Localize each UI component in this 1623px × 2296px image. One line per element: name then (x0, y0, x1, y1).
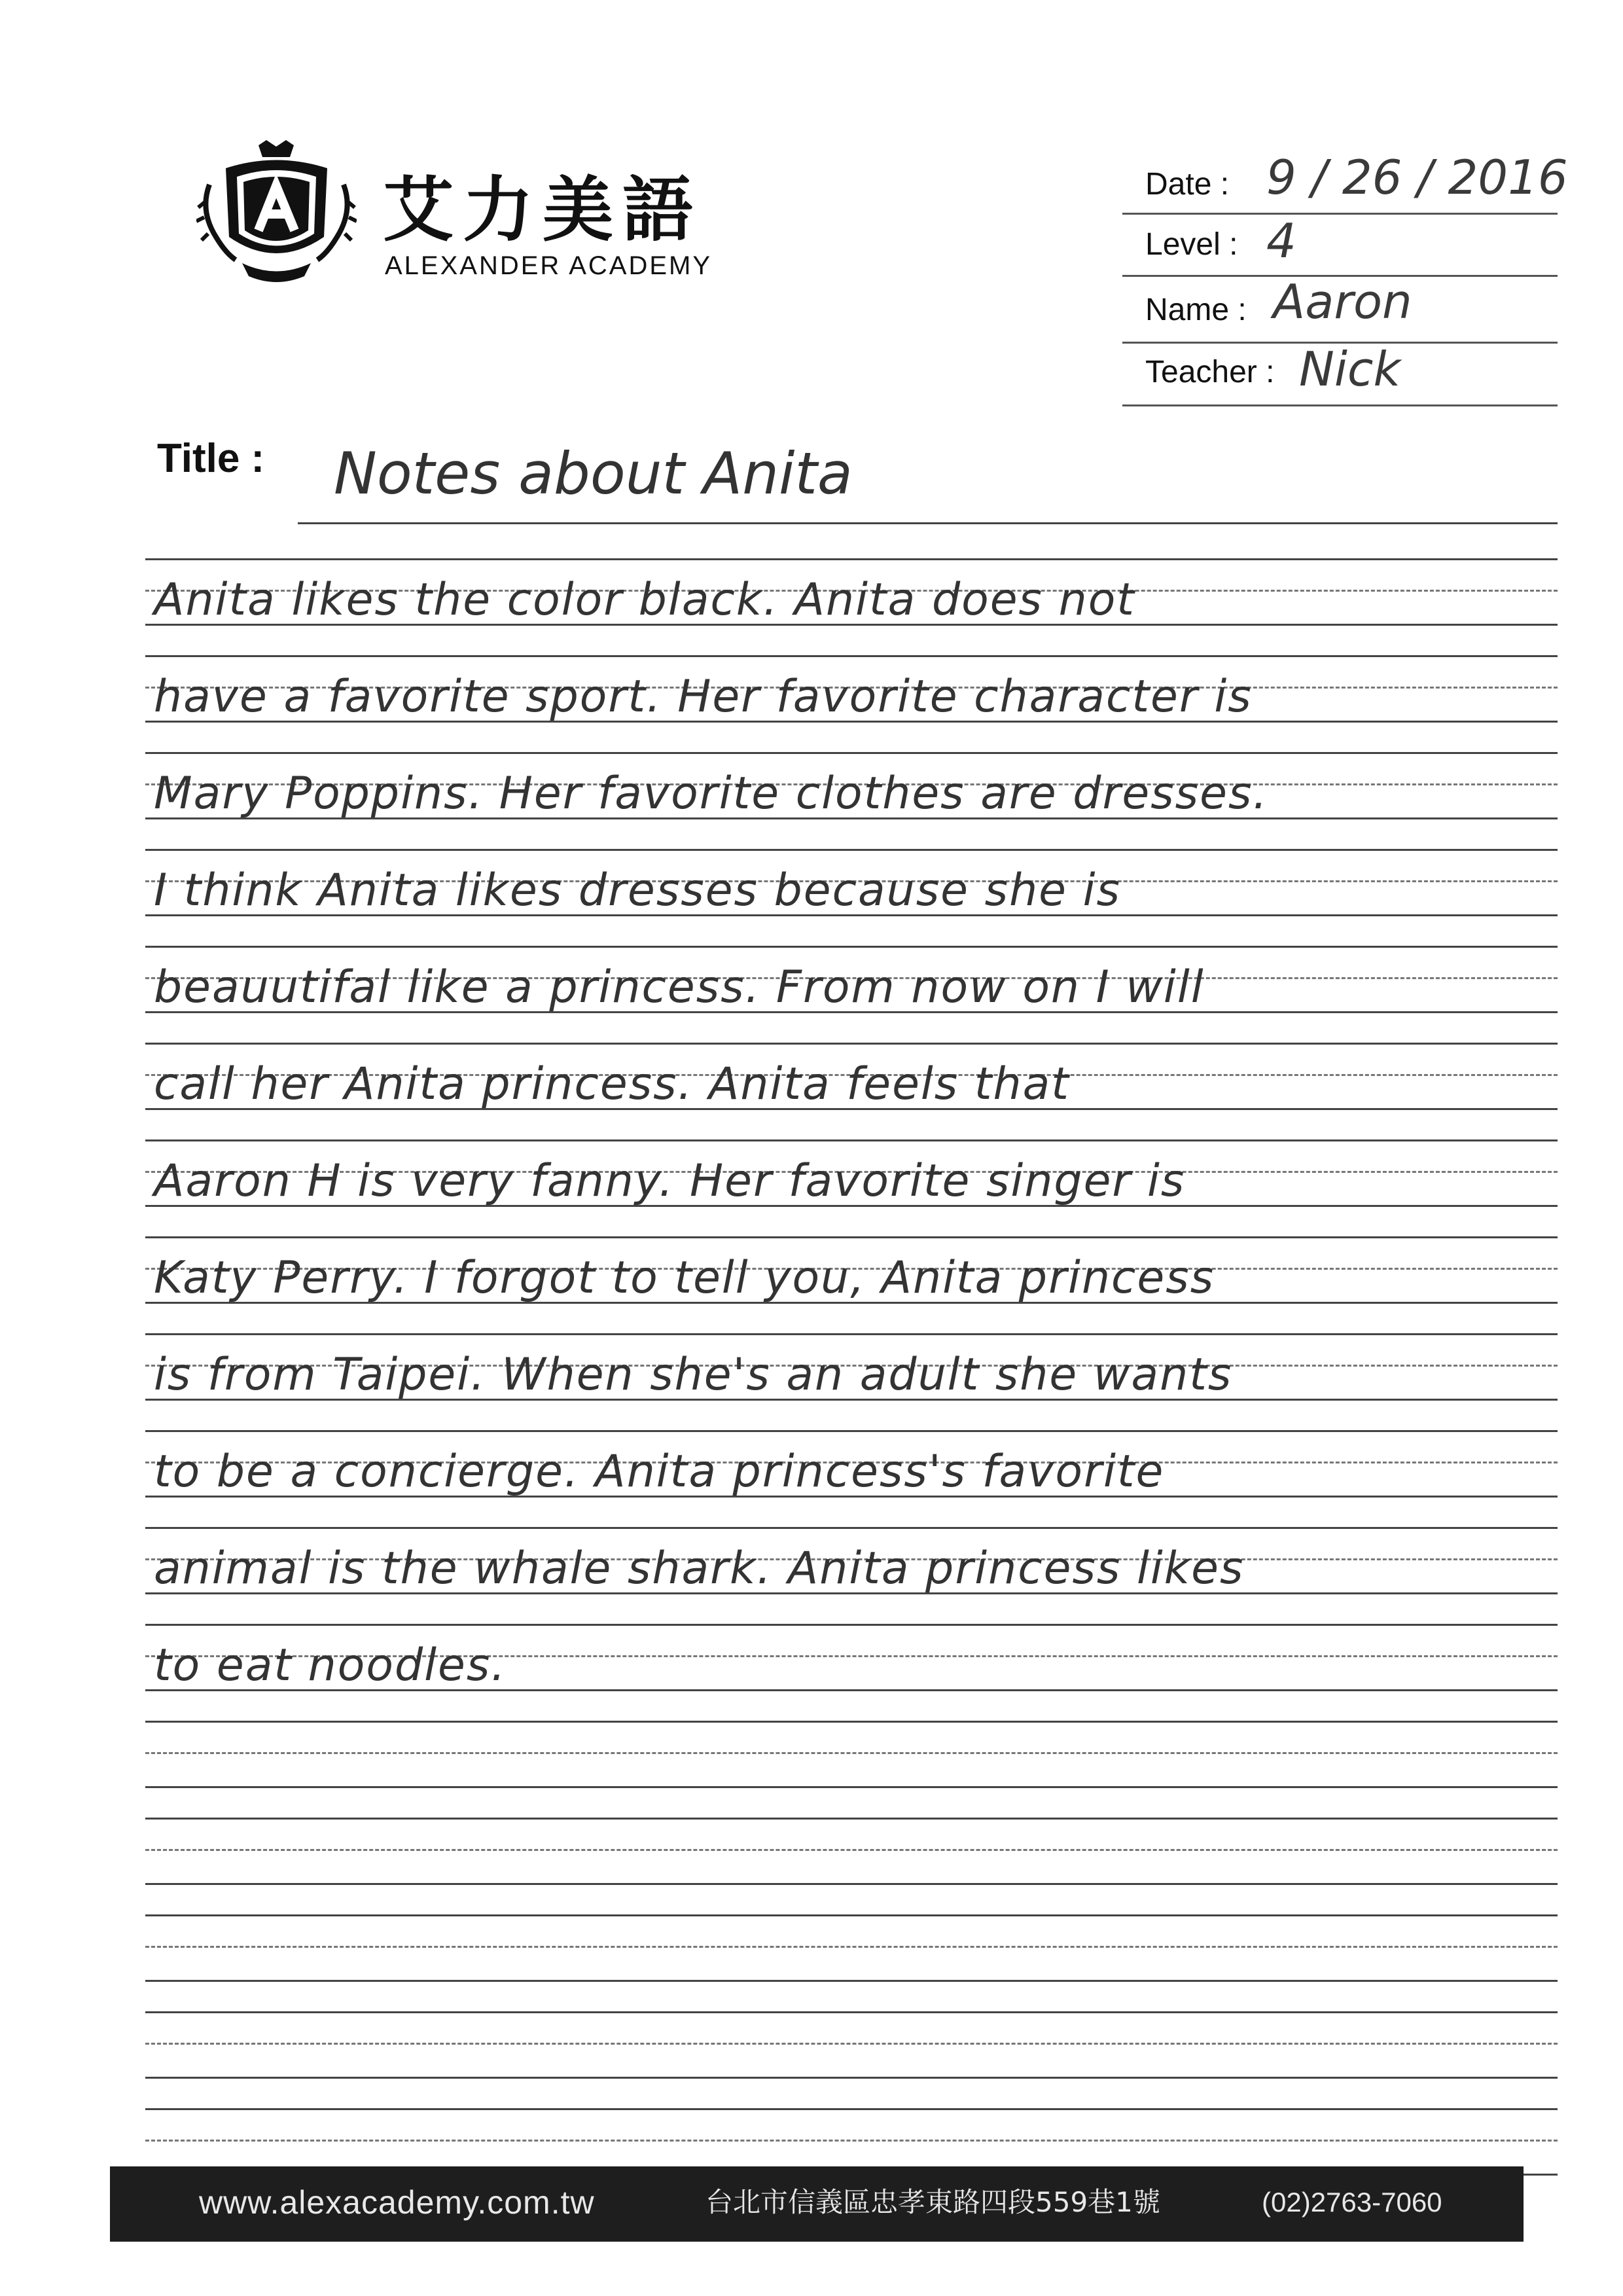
school-name-english: ALEXANDER ACADEMY (385, 251, 713, 280)
teacher-value: Nick (1299, 342, 1401, 397)
essay-title: Notes about Anita (334, 440, 853, 507)
guide-line (145, 1946, 1558, 1948)
essay-line: to be a concierge. Anita princess's favorite (154, 1446, 1165, 1498)
name-label: Name : (1145, 293, 1247, 327)
level-label: Level : (1145, 227, 1238, 262)
guide-line (145, 1849, 1558, 1851)
rule-line (145, 1527, 1558, 1529)
essay-line: have a favorite sport. Her favorite character is (154, 671, 1253, 723)
teacher-label: Teacher : (1145, 355, 1275, 389)
rule-line (145, 1786, 1558, 1788)
essay-line: Anita likes the color black. Anita does not (154, 574, 1135, 626)
rule-line (145, 946, 1558, 948)
rule-line (145, 2077, 1558, 2079)
title-underline (298, 522, 1558, 524)
level-value: 4 (1266, 213, 1296, 268)
school-name-chinese: 艾力美語 (383, 170, 703, 251)
essay-line: I think Anita likes dresses because she is (154, 865, 1121, 916)
rule-line (145, 1818, 1558, 1820)
rule-line (145, 1333, 1558, 1335)
footer-website: www.alexacademy.com.tw (199, 2184, 595, 2221)
footer-phone: (02)2763-7060 (1262, 2187, 1442, 2217)
rule-line (145, 1721, 1558, 1723)
rule-line (145, 1236, 1558, 1238)
essay-line: call her Anita princess. Anita feels that (154, 1058, 1070, 1110)
essay-line: beauutifal like a princess. From now on I will (154, 961, 1205, 1013)
rule-line (145, 1139, 1558, 1141)
essay-line: to eat noodles. (154, 1640, 507, 1691)
essay-line: animal is the whale shark. Anita princess likes (154, 1543, 1245, 1594)
rule-line (145, 849, 1558, 851)
essay-line: Aaron H is very fanny. Her favorite singer is (154, 1155, 1186, 1207)
guide-line (145, 2043, 1558, 2045)
essay-line: Katy Perry. I forgot to tell you, Anita princess (154, 1252, 1215, 1304)
rule-line (145, 1914, 1558, 1916)
footer-address: 台北市信義區忠孝東路四段559巷1號 (705, 2186, 1160, 2218)
teacher-underline (1122, 404, 1558, 406)
rule-line (145, 1430, 1558, 1432)
rule-line (145, 1043, 1558, 1045)
rule-line (145, 558, 1558, 560)
rule-line (145, 2108, 1558, 2110)
essay-line: Mary Poppins. Her favorite clothes are dresses. (154, 768, 1268, 819)
essay-line: is from Taipei. When she's an adult she wants (154, 1349, 1233, 1401)
guide-line (145, 1752, 1558, 1754)
date-label: Date : (1145, 167, 1230, 202)
title-label: Title : (157, 436, 265, 481)
rule-line (145, 2011, 1558, 2013)
name-value: Aaron (1273, 274, 1412, 329)
date-value: 9 / 26 / 2016 (1266, 150, 1568, 205)
academy-crest-icon (196, 139, 357, 286)
date-underline (1122, 213, 1558, 215)
rule-line (145, 1980, 1558, 1982)
rule-line (145, 1883, 1558, 1885)
guide-line (145, 2140, 1558, 2142)
rule-line (145, 655, 1558, 657)
rule-line (145, 1624, 1558, 1626)
rule-line (145, 752, 1558, 754)
footer-bar (110, 2166, 1524, 2242)
